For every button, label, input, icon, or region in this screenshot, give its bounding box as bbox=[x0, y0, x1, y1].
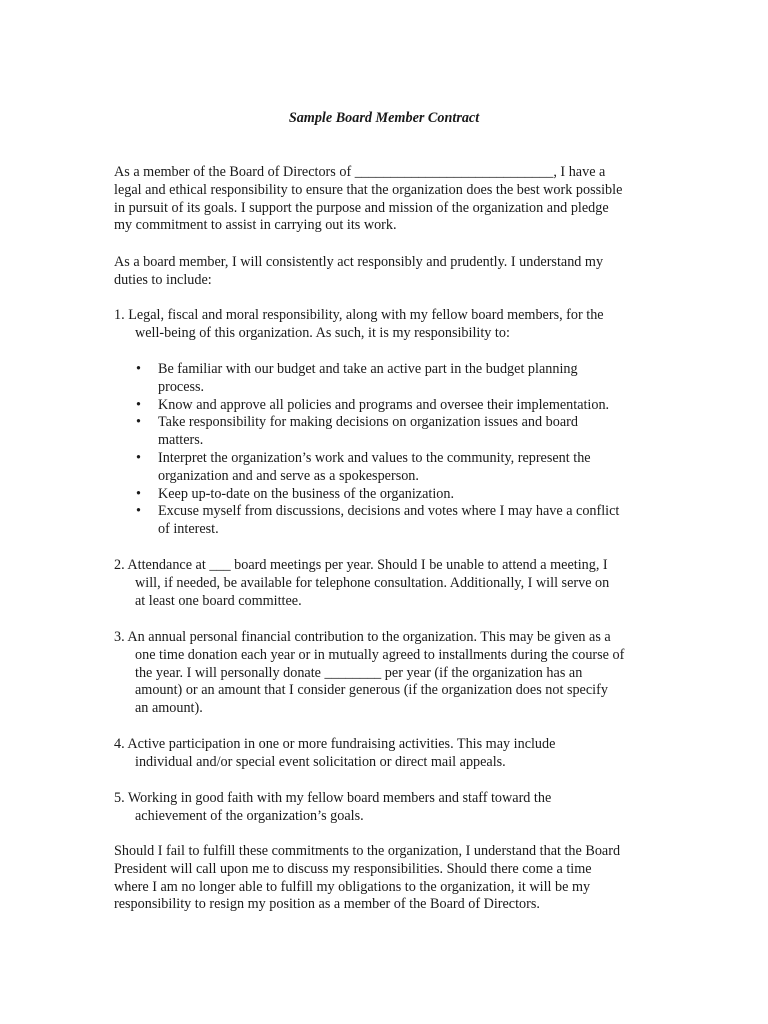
bullet-line: Take responsibility for making decisions on organization issues and board bbox=[158, 414, 578, 431]
item-4-line: 4. Active participation in one or more fundraising activities. This may include bbox=[114, 736, 556, 752]
bullet-symbol: • bbox=[136, 449, 141, 466]
closing-paragraph bbox=[114, 843, 659, 914]
duties-intro-paragraph bbox=[114, 254, 659, 290]
item-2-line: at least one board committee. bbox=[135, 592, 302, 609]
bullet-symbol: • bbox=[136, 485, 141, 502]
bullet-line: Know and approve all policies and programs and oversee their implementation. bbox=[158, 396, 610, 413]
bullet-line: Be familiar with our budget and take an active part in the budget planning bbox=[158, 361, 578, 377]
intro-line: legal and ethical responsibility to ensure that the organization does the best work possible bbox=[114, 181, 623, 198]
bullet-symbol: • bbox=[136, 503, 141, 520]
item-5 bbox=[114, 790, 659, 826]
item-3-line: the year. I will personally donate ________ per year (if the organization has an bbox=[135, 664, 583, 681]
intro-line: As a member of the Board of Directors of ____________________________, I have a bbox=[114, 164, 606, 180]
bullet-line: matters. bbox=[158, 432, 204, 449]
intro-line: my commitment to assist in carrying out its work. bbox=[114, 217, 397, 234]
item-4-line: individual and/or special event solicitation or direct mail appeals. bbox=[135, 753, 506, 770]
closing-line: responsibility to resign my position as a member of the Board of Directors. bbox=[114, 896, 540, 913]
item-2 bbox=[114, 557, 659, 610]
item-3-line: an amount). bbox=[135, 700, 203, 717]
item-3 bbox=[114, 629, 659, 718]
item-1-bullet-list bbox=[132, 361, 652, 539]
duties-intro-line: As a board member, I will consistently act responsibly and prudently. I understand my bbox=[114, 254, 604, 270]
closing-line: where I am no longer able to fulfill my obligations to the organization, it will be my bbox=[114, 878, 591, 895]
item-4 bbox=[114, 736, 659, 772]
bullet-symbol: • bbox=[136, 396, 141, 413]
bullet-item bbox=[132, 503, 652, 539]
bullet-item bbox=[132, 450, 652, 486]
item-2-line: 2. Attendance at ___ board meetings per year. Should I be unable to attend a meeting, I bbox=[114, 557, 608, 573]
item-1-line: well-being of this organization. As such, it is my responsibility to: bbox=[135, 324, 510, 341]
closing-line: Should I fail to fulfill these commitments to the organization, I understand that the Board bbox=[114, 843, 621, 859]
bullet-symbol: • bbox=[136, 414, 141, 431]
intro-paragraph bbox=[114, 164, 659, 235]
item-5-line: 5. Working in good faith with my fellow board members and staff toward the bbox=[114, 790, 552, 806]
duties-intro-line: duties to include: bbox=[114, 271, 212, 288]
bullet-line: organization and and serve as a spokesperson. bbox=[158, 467, 419, 484]
bullet-line: Keep up-to-date on the business of the organization. bbox=[158, 485, 455, 502]
document-title: Sample Board Member Contract bbox=[288, 110, 480, 126]
bullet-line: process. bbox=[158, 378, 205, 395]
bullet-item bbox=[132, 486, 652, 504]
item-5-line: achievement of the organization’s goals. bbox=[135, 807, 364, 824]
bullet-item bbox=[132, 397, 652, 415]
item-3-line: one time donation each year or in mutually agreed to installments during the course of bbox=[135, 646, 625, 663]
bullet-line: Interpret the organization’s work and values to the community, represent the bbox=[158, 449, 591, 466]
bullet-item bbox=[132, 414, 652, 450]
bullet-line: of interest. bbox=[158, 521, 219, 538]
bullet-symbol: • bbox=[136, 361, 141, 377]
closing-line: President will call upon me to discuss my responsibilities. Should there come a time bbox=[114, 860, 592, 877]
item-1 bbox=[114, 307, 659, 343]
bullet-line: Excuse myself from discussions, decisions and votes where I may have a conflict bbox=[158, 503, 620, 520]
item-1-line: 1. Legal, fiscal and moral responsibility, along with my fellow board members, for the bbox=[114, 307, 604, 323]
item-3-line: 3. An annual personal financial contribution to the organization. This may be given as a bbox=[114, 629, 611, 645]
item-2-line: will, if needed, be available for telephone consultation. Additionally, I will serve on bbox=[135, 574, 610, 591]
bullet-item bbox=[132, 361, 652, 397]
item-3-line: amount) or an amount that I consider generous (if the organization does not specify bbox=[135, 682, 608, 699]
intro-line: in pursuit of its goals. I support the purpose and mission of the organization and pledge bbox=[114, 199, 609, 216]
